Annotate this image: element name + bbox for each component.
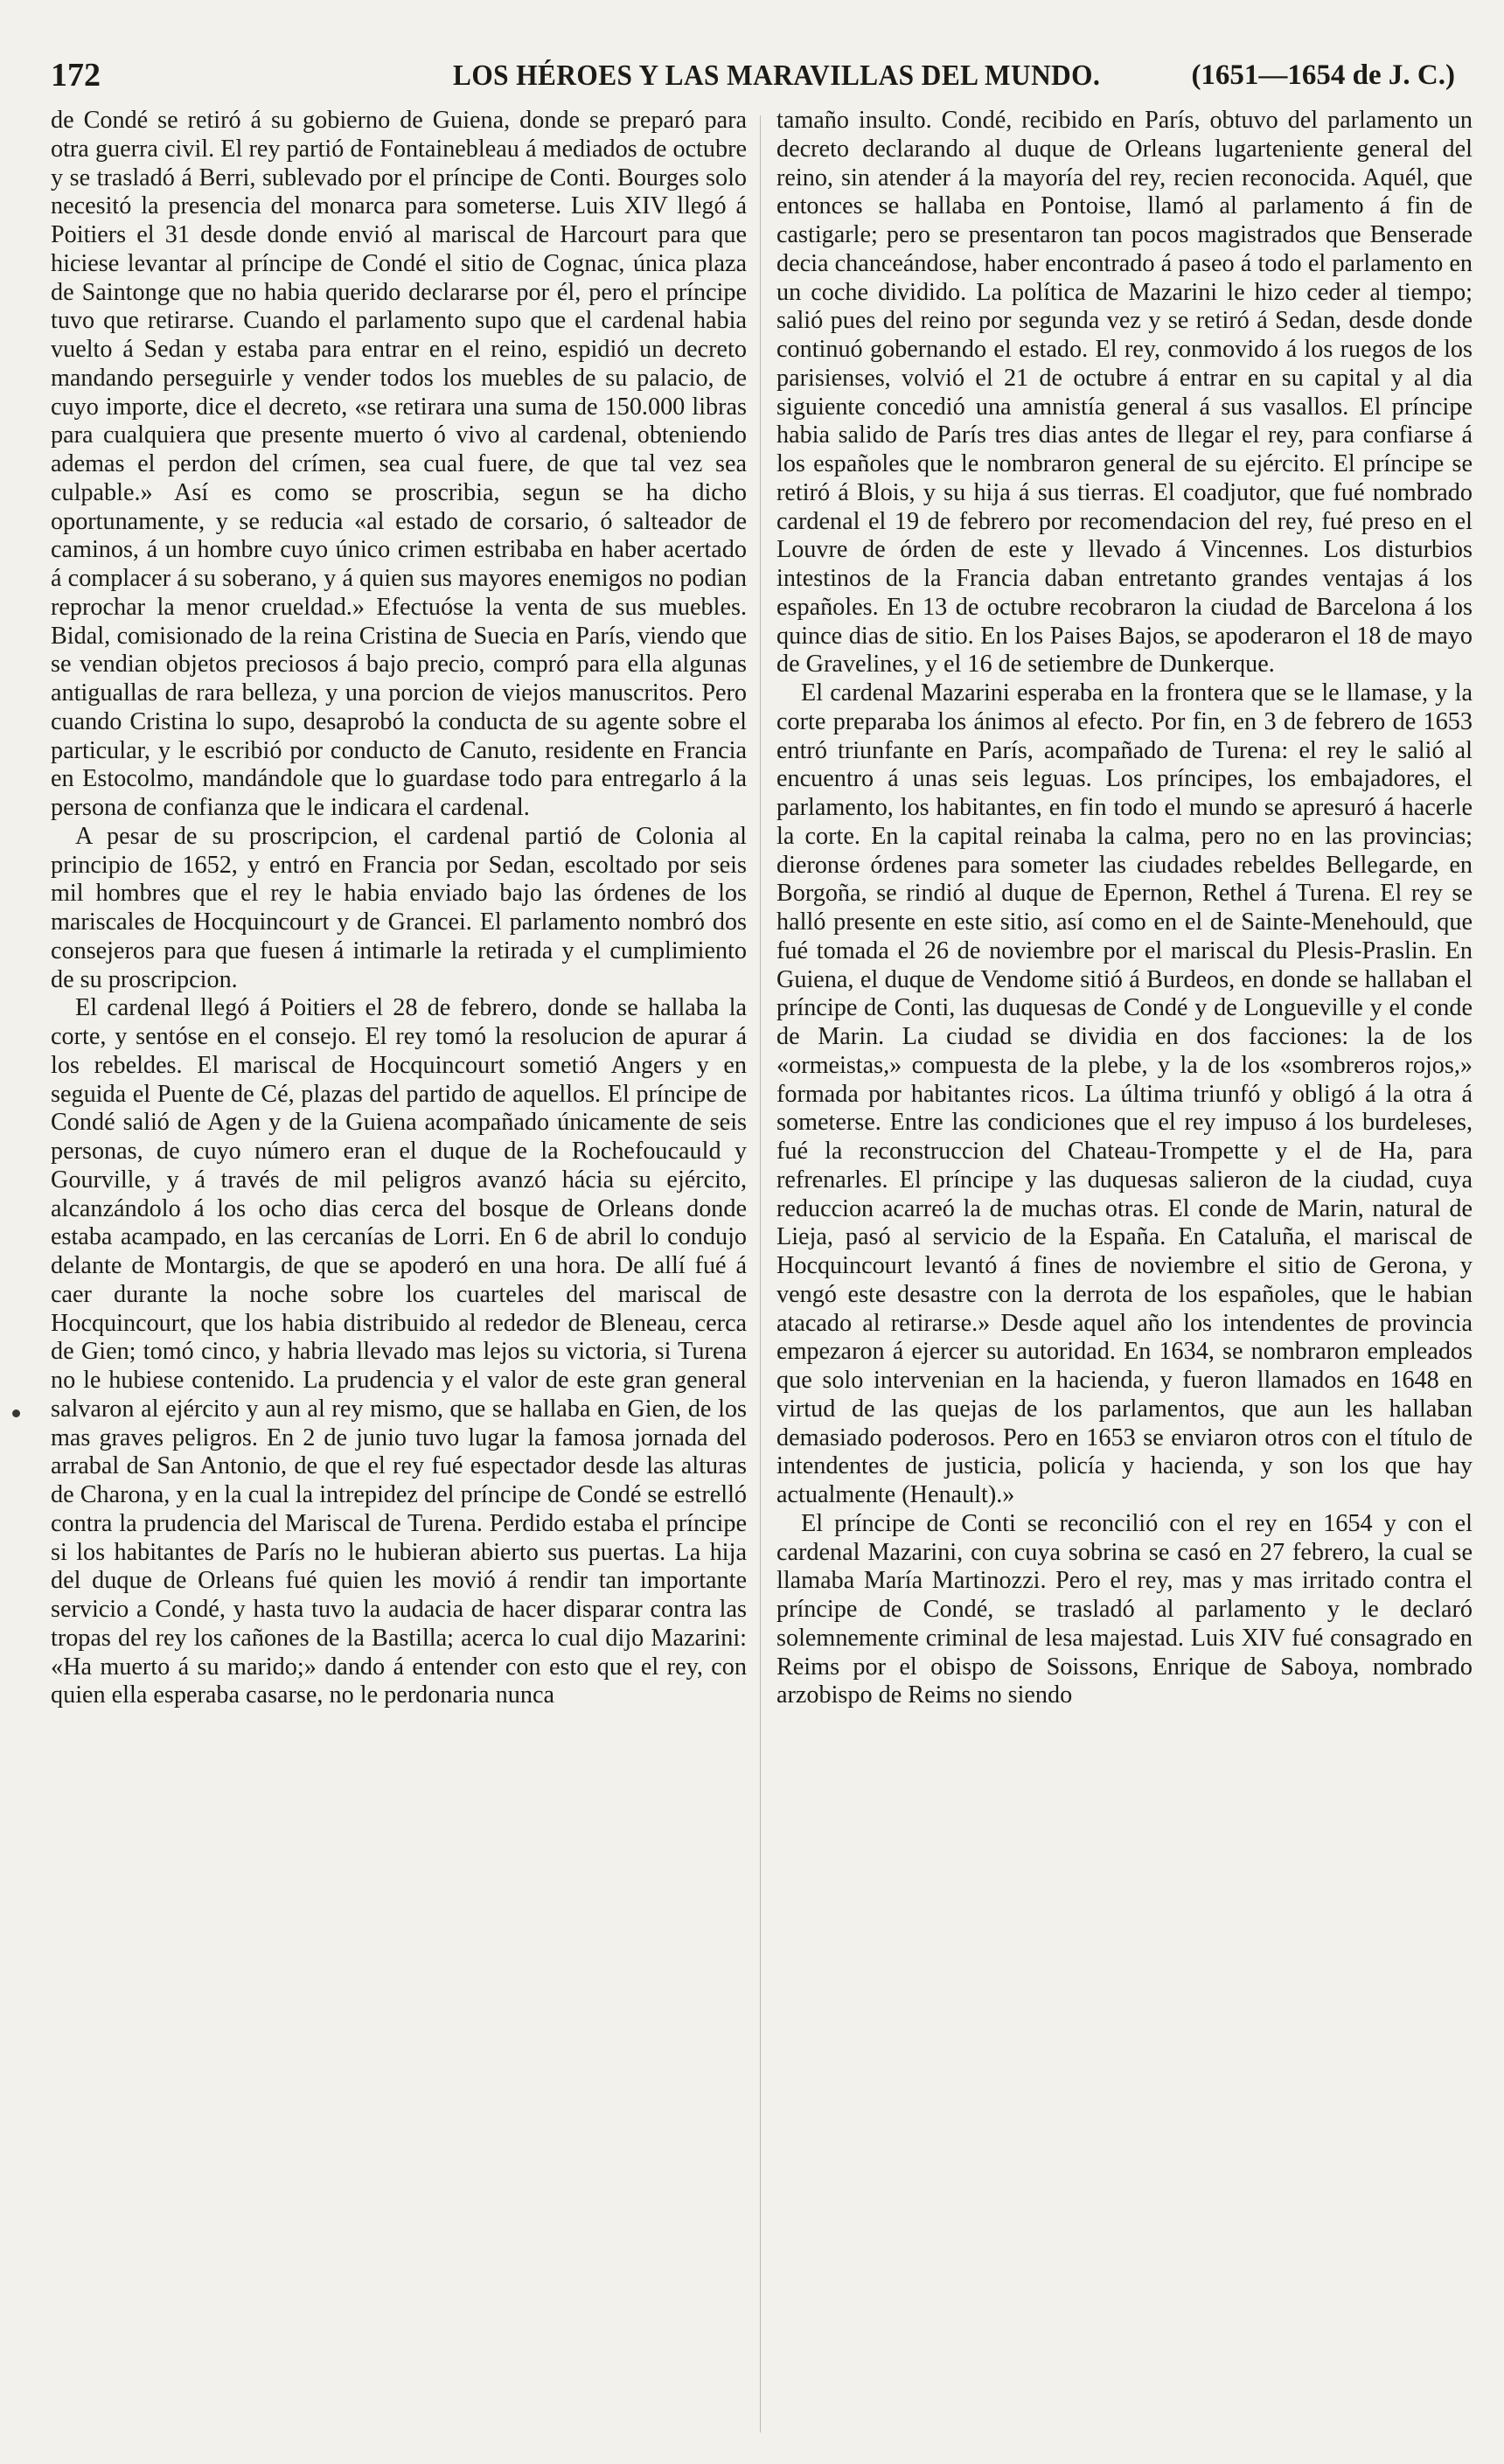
paragraph: El príncipe de Conti se reconcilió con el rey en 1654 y con el cardenal Mazarini, con cuya sobrina se casó en 27 febrero, la cual se llamaba María Martinozzi. Pero el rey, mas y mas irritado contra el príncipe de Condé, se trasladó al parlamento y le declaró solemnemente criminal de lesa majestad. Luis XIV fué consagrado en Reims por el obispo de Soissons, Enrique de Saboya, nombrado arzobispo de Reims no siendo	[776, 1509, 1473, 1709]
paragraph: A pesar de su proscripcion, el cardenal partió de Colonia al principio de 1652, y entró en Francia por Sedan, escoltado por seis mil hombres que el rey le habia enviado bajo las órdenes de los mariscales de Hocquincourt y de Grancei. El parlamento nombró dos consejeros para que fuesen á intimarle la retirada y el cumplimiento de su proscripcion.	[51, 822, 747, 993]
paragraph: El cardenal Mazarini esperaba en la frontera que se le llamase, y la corte preparaba los ánimos al efecto. Por fin, en 3 de febrero de 1653 entró triunfante en París, acompañado de Turena: el rey le salió al encuentro á unas seis leguas. Los príncipes, los embajadores, el parlamento, los habitantes, en fin todo el mundo se apresuró á hacerle la corte. En la capital reinaba la calma, pero no en las provincias; dieronse órdenes para someter las ciudades rebeldes Bellegarde, en Borgoña, se rindió al duque de Epernon, Rethel á Turena. El rey se halló presente en este sitio, así como en el de Sainte-Menehould, que fué tomada el 26 de noviembre por el mariscal du Plesis-Praslin. En Guiena, el duque de Vendome sitió á Burdeos, en donde se hallaban el príncipe de Conti, las duquesas de Condé y de Longueville y el conde de Marin. La ciudad se dividia en dos facciones: la de los «ormeistas,» compuesta de la plebe, y la de los «sombreros rojos,» formada por habitantes ricos. La última triunfó y obligó á la otra á someterse. Entre las condiciones que el rey impuso á los burdeleses, fué la reconstruccion del Chateau-Trompette y el de Ha, para refrenarles. El príncipe y las duquesas salieron de la ciudad, cuya reduccion acarreó la de muchas otras. El conde de Marin, natural de Lieja, pasó al servicio de la España. En Cataluña, el mariscal de Hocquincourt levantó á fines de noviembre el sitio de Gerona, y vengó este desastre con la derrota de los españoles, que le habian atacado al retirarse.» Desde aquel año los intendentes de provincia empezaron á ejercer su autoridad. En 1634, se nombraron empleados que solo intervenian en la hacienda, y fueron llamados en 1648 en virtud de las quejas de los parlamentos, que aun les hallaban demasiado poderosos. Pero en 1653 se enviaron otros con el título de intendentes de justicia, policía y hacienda, y son los que hay actualmente (Henault).»	[776, 679, 1473, 1508]
book-title: LOS HÉROES Y LAS MARAVILLAS DEL MUNDO.	[453, 59, 1101, 92]
paragraph: El cardenal llegó á Poitiers el 28 de febrero, donde se hallaba la corte, y sentóse en el consejo. El rey tomó la resolucion de apurar á los rebeldes. El mariscal de Hocquincourt sometió Angers y en seguida el Puente de Cé, plazas del partido de aquellos. El príncipe de Condé salió de Agen y de la Guiena acompañado únicamente de seis personas, de cuyo número eran el duque de la Rochefoucauld y Gourville, y á través de mil peligros avanzó hácia su ejército, alcanzándolo á los ocho dias cerca del bosque de Orleans donde estaba acampado, en las cercanías de Lorri. En 6 de abril lo condujo delante de Montargis, de que se apoderó en una hora. De allí fué á caer durante la noche sobre los cuarteles del mariscal de Hocquincourt, que los habia distribuido al rededor de Bleneau, cerca de Gien; tomó cinco, y habria llevado mas lejos su victoria, si Turena no le hubiese contenido. La prudencia y el valor de este gran general salvaron al ejército y aun al rey mismo, que se hallaba en Gien, de los mas graves peligros. En 2 de junio tuvo lugar la famosa jornada del arrabal de San Antonio, de que el rey fué espectador desde las alturas de Charona, y en la cual la intrepidez del príncipe de Condé se estrelló contra la prudencia del Mariscal de Turena. Perdido estaba el príncipe si los habitantes de París no le hubieran abierto sus puertas. La hija del duque de Orleans fué quien les movió á rendir tan importante servicio a Condé, y hasta tuvo la audacia de hacer disparar contra las tropas del rey los cañones de la Bastilla; acerca lo cual dijo Mazarini: «Ha muerto á su marido;» dando á entender con esto que el rey, con quien ella esperaba casarse, no le perdonaria nunca	[51, 994, 747, 1709]
margin-dot	[12, 1409, 20, 1417]
column-divider	[760, 115, 761, 2433]
right-column	[776, 107, 1473, 1710]
date-range: (1651—1654 de J. C.)	[1191, 59, 1455, 91]
page-number: 172	[51, 57, 101, 94]
paragraph: de Condé se retiró á su gobierno de Guiena, donde se preparó para otra guerra civil. El rey partió de Fontainebleau á mediados de octubre y se trasladó á Berri, sublevado por el príncipe de Conti. Bourges solo necesitó la presencia del monarca para someterse. Luis XIV llegó á Poitiers el 31 desde donde envió al mariscal de Harcourt para que hiciese levantar al príncipe de Condé el sitio de Cognac, única plaza de Saintonge que no habia querido declararse por él, pero el príncipe tuvo que retirarse. Cuando el parlamento supo que el cardenal habia vuelto á Sedan y estaba para entrar en el reino, espidió un decreto mandando perseguirle y vender todos los muebles de su palacio, de cuyo importe, dice el decreto, «se retirara una suma de 150.000 libras para cualquiera que presente muerto ó vivo al cardenal, obteniendo ademas el perdon del crímen, sea cual fuere, de que tal vez sea culpable.» Así es como se proscribia, segun se ha dicho oportunamente, y se reducia «al estado de corsario, ó salteador de caminos, á un hombre cuyo único crimen estribaba en haber acertado á complacer á su soberano, y á quien sus mayores enemigos no podian reprochar la menor crueldad.» Efectuóse la venta de sus muebles. Bidal, comisionado de la reina Cristina de Suecia en París, viendo que se vendian objetos preciosos á bajo precio, compró para ella algunas antiguallas de rara belleza, y una porcion de viejos manuscritos. Pero cuando Cristina lo supo, desaprobó la conducta de su agente sobre el particular, y le escribió por conducto de Canuto, residente en Francia en Estocolmo, mandándole que lo guardase todo para entregarlo á la persona de confianza que le indicara el cardenal.	[51, 107, 747, 821]
left-column	[51, 107, 747, 1710]
running-head	[51, 52, 1455, 96]
paragraph: tamaño insulto. Condé, recibido en París, obtuvo del parlamento un decreto declarando al duque de Orleans lugarteniente general del reino, sin atender á la mayoría del rey, recien reconocida. Aquél, que entonces se hallaba en Pontoise, llamó al parlamento á fin de castigarle; pero se presentaron tan pocos magistrados que Benserade decia chanceándose, haber encontrado á paseo á todo el parlamento en un coche dividido. La política de Mazarini le hizo ceder al tiempo; salió pues del reino por segunda vez y se retiró á Sedan, desde donde continuó gobernando el estado. El rey, conmovido á los ruegos de los parisienses, volvió el 21 de octubre á entrar en su capital y al dia siguiente concedió una amnistía general á sus vasallos. El príncipe habia salido de París tres dias antes de llegar el rey, para confiarse á los españoles que le nombraron general de su ejército. El príncipe se retiró á Blois, y su hija á sus tierras. El coadjutor, que fué nombrado cardenal el 19 de febrero por recomendacion del rey, fué preso en el Louvre de órden de este y llevado á Vincennes. Los disturbios intestinos de la Francia daban entretanto grandes ventajas á los españoles. En 13 de octubre recobraron la ciudad de Barcelona á los quince dias de sitio. En los Paises Bajos, se apoderaron el 18 de mayo de Gravelines, y el 16 de setiembre de Dunkerque.	[776, 107, 1473, 679]
